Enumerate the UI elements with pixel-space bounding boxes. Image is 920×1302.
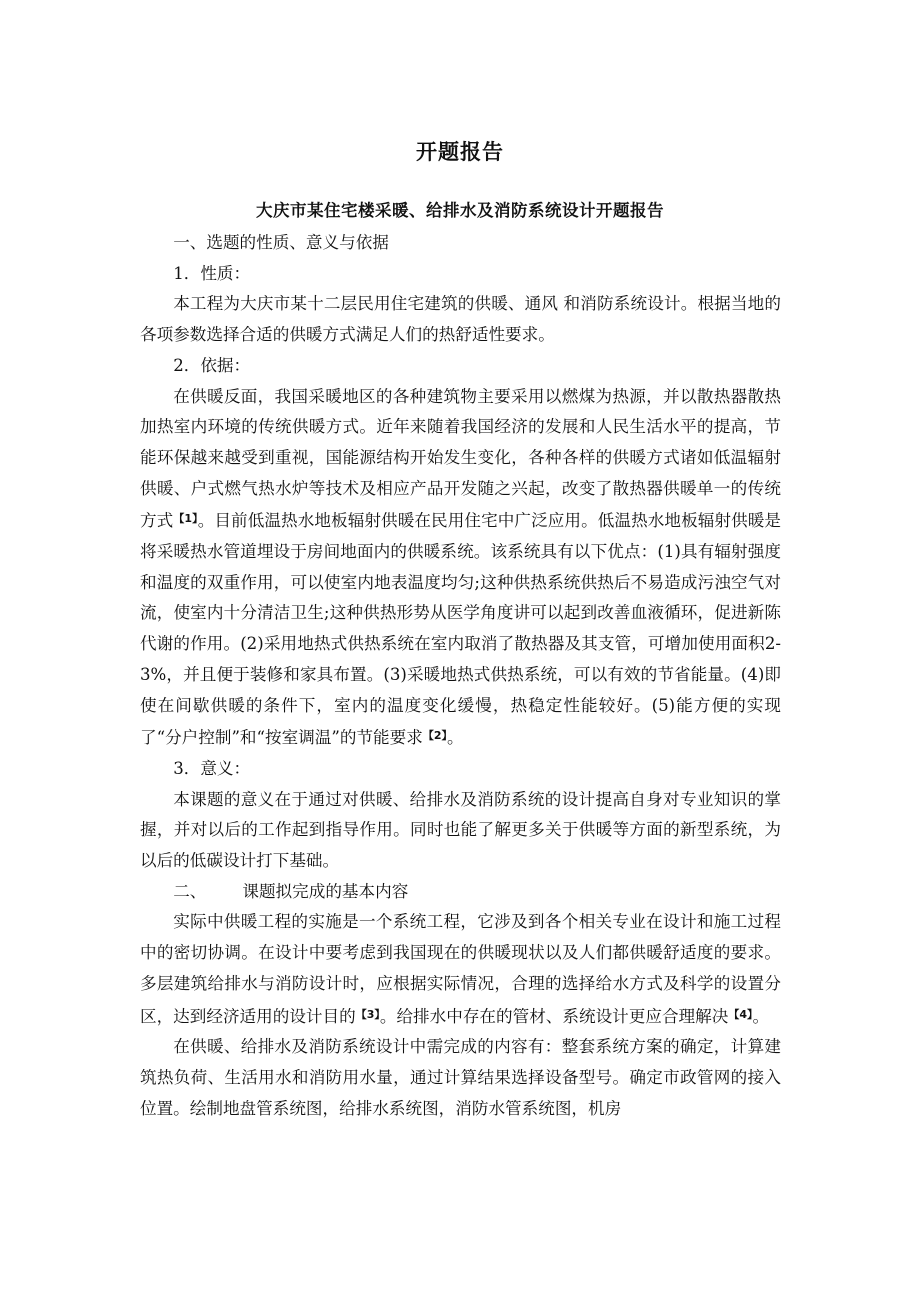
citation-2: 【2】: [422, 729, 447, 743]
item-1-paragraph: 本工程为大庆市某十二层民用住宅建筑的供暖、通风 和消防系统设计。根据当地的各项参数选择合适的供暖方式满足人们的热舒适性要求。: [140, 294, 781, 345]
citation-4: 【4】: [728, 1007, 753, 1021]
item-1-heading: 1．性质：: [173, 263, 251, 283]
item-2-text-c: 。: [447, 728, 464, 748]
item-2-text-a: 在供暖反面，我国采暖地区的各种建筑物主要采用以燃煤为热源，并以散热器散热加热室内环境的传统供暖方式。近年来随着我国经济的发展和人民生活水平的提高，节能环保越来越受到重视，国能源结构开始发生变化，各种各样的供暖方式诸如低温辐射供暖、户式燃气热水炉等技术及相应产品开发随之兴起，改变了散热器供暖单一的传统方式: [140, 386, 781, 531]
item-3-heading: 3．意义：: [173, 758, 251, 778]
item-2-heading: 2．依据：: [173, 355, 251, 375]
document-subtitle: 大庆市某住宅楼采暖、给排水及消防系统设计开题报告: [256, 201, 664, 220]
item-3-paragraph: 本课题的意义在于通过对供暖、给排水及消防系统的设计提高自身对专业知识的掌握，并对以后的工作起到指导作用。同时也能了解更多关于供暖等方面的新型系统，为以后的低碳设计打下基础。: [140, 789, 781, 871]
item-2-paragraph: [140, 382, 781, 754]
citation-1: 【1】: [173, 512, 198, 526]
section-2-title: 课题拟完成的基本内容: [242, 881, 409, 901]
section-2-number: 二、: [173, 881, 207, 901]
section-2-text-a: 实际中供暖工程的实施是一个系统工程，它涉及到各个相关专业在设计和施工过程中的密切协调。在设计中要考虑到我国现在的供暖现状以及人们都供暖舒适度的要求。多层建筑给排水与消防设计时，应根据实际情况，合理的选择给水方式及科学的设置分区，达到经济适用的设计目的: [140, 912, 781, 1026]
document-body: [140, 228, 781, 1124]
section-2-text-c: 。: [752, 1006, 770, 1026]
citation-3: 【3】: [355, 1007, 380, 1021]
section-1-heading: 一、选题的性质、意义与依据: [173, 233, 389, 252]
section-2-paragraph-1: [140, 907, 781, 1032]
section-2-text-b: 。给排水中存在的管材、系统设计更应合理解决: [379, 1006, 729, 1026]
item-2-text-b: 。目前低温热水地板辐射供暖在民用住宅中广泛应用。低温热水地板辐射供暖是将采暖热水管道埋设于房间地面内的供暖系统。该系统具有以下优点：(1)具有辐射强度和温度的双重作用，可以使室内地表温度均匀;这种供热系统供热后不易造成污浊空气对流，使室内十分清洁卫生;这种供热形势从医学角度讲可以起到改善血液循环，促进新陈代谢的作用。(2)采用地热式供热系统在室内取消了散热器及其支管，可增加使用面积2-3%，并且便于装修和家具布置。(3)采暖地热式供热系统，可以有效的节省能量。(4)即使在间歇供暖的条件下，室内的温度变化缓慢，热稳定性能较好。(5)能方便的实现了“分户控制”和“按室调温”的节能要求: [140, 511, 782, 748]
document-title: 开题报告: [416, 140, 504, 164]
section-2-paragraph-2: 在供暖、给排水及消防系统设计中需完成的内容有：整套系统方案的确定，计算建筑热负荷、生活用水和消防用水量，通过计算结果选择设备型号。确定市政管网的接入位置。绘制地盘管系统图，给排水系统图，消防水管系统图，机房: [140, 1037, 781, 1118]
section-2-heading: [140, 877, 781, 908]
